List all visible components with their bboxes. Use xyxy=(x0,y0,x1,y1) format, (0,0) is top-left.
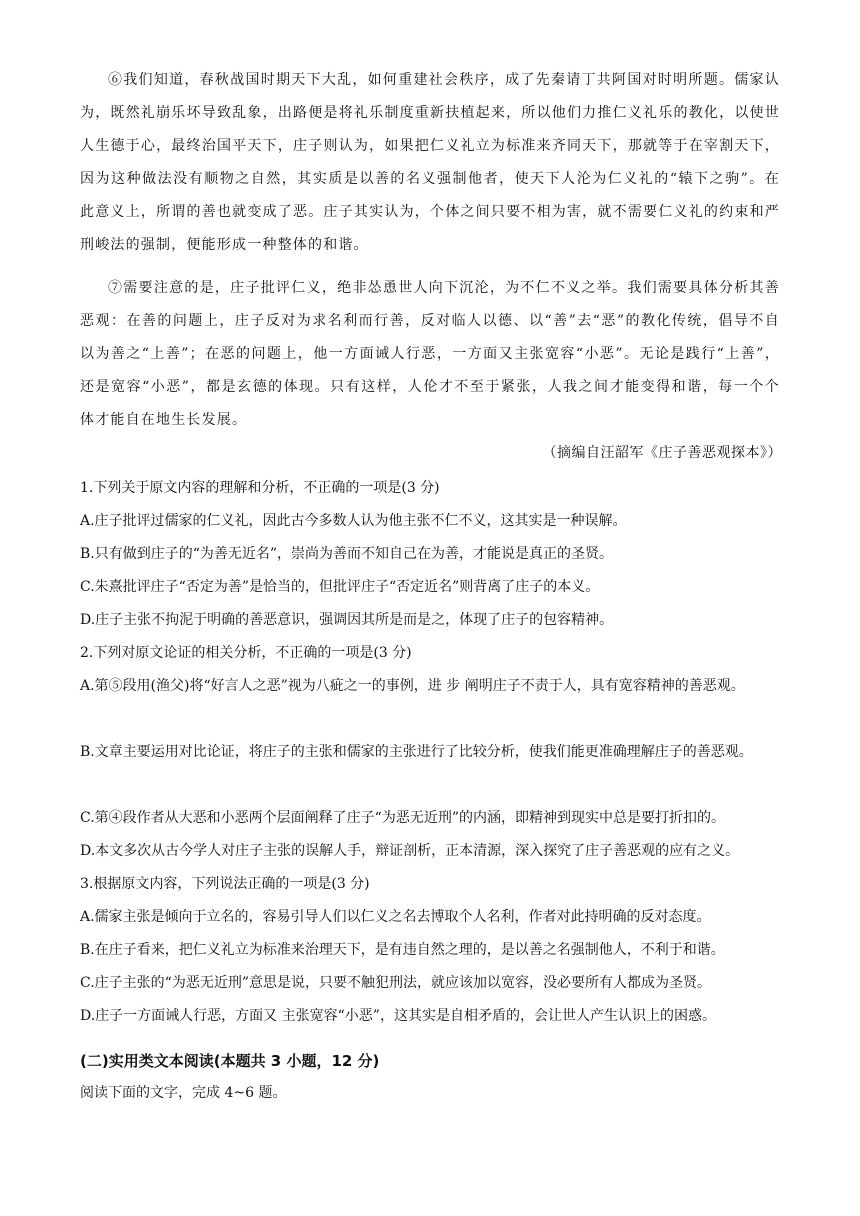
paragraph-7: ⑦需要注意的是，庄子批评仁义，绝非怂恿世人向下沉沦，为不仁不义之举。我们需要具体分析其善恶观：在善的问题上，庄子反对为求名利而行善，反对临人以德、以“善”去“恶”的教化传统，倡导不自以为善之“上善”；在恶的问题上，他一方面诫人行恶，一方面又主张宽容“小恶”。无论是践行“上善”，还是宽容“小恶”，都是玄德的体现。只有这样，人伦才不至于紧张，人我之间才能变得和谐，每一个个体才能自在地生长发展。 xyxy=(80,280,780,428)
question-2-option-b: B.文章主要运用对比论证，将庄子的主张和儒家的主张进行了比较分析，使我们能更准确理解庄子的善恶观。 xyxy=(80,744,753,760)
question-2-stem: 2.下列对原文论证的相关分析，不正确的一项是(3 分) xyxy=(80,645,412,661)
question-3-option-b: B.在庄子看来，把仁义礼立为标准来治理天下，是有违自然之理的，是以善之名强制他人，不利于和谐。 xyxy=(80,942,725,958)
question-1-stem: 1.下列关于原文内容的理解和分析，不正确的一项是(3 分) xyxy=(80,480,440,496)
question-1-option-d: D.庄子主张不拘泥于明确的善恶意识，强调因其所是而是之，体现了庄子的包容精神。 xyxy=(80,612,614,628)
question-1-option-c: C.朱熹批评庄子“否定为善”是恰当的，但批评庄子“否定近名”则背离了庄子的本义。 xyxy=(80,579,600,595)
question-1-option-b: B.只有做到庄子的“为善无近名”，崇尚为善而不知自己在为善，才能说是真正的圣贤。 xyxy=(80,546,614,562)
paragraph-6: ⑥我们知道，春秋战国时期天下大乱，如何重建社会秩序，成了先秦请丁共阿国对时明所题。儒家认为，既然礼崩乐坏导致乱象，出路便是将礼乐制度重新扶植起来，所以他们力推仁义礼乐的教化，以使世人生德于心，最终治国平天下，庄子则认为，如果把仁义礼立为标准来齐同天下，那就等于在宰割天下，因为这种做法没有顺物之自然，其实质是以善的名义强制他者，使天下人沦为仁义礼的“辕下之驹”。在此意义上，所谓的善也就变成了恶。庄子其实认为，个体之间只要不相为害，就不需要仁义礼的约束和严刑峻法的强制，便能形成一种整体的和谐。 xyxy=(80,72,780,253)
source-citation: （摘编自汪韶军《庄子善恶观探本》） xyxy=(542,445,782,461)
question-3-stem: 3.根据原文内容，下列说法正确的一项是(3 分) xyxy=(80,876,370,892)
question-2-option-c: C.第④段作者从大恶和小恶两个层面阐释了庄子“为恶无近刑”的内涵，即精神到现实中总是要打折扣的。 xyxy=(80,810,725,826)
section-heading: (二)实用类文本阅读(本题共 3 小题，12 分) xyxy=(80,1052,380,1070)
question-3-option-a: A.儒家主张是倾向于立名的，容易引导人们以仁义之名去博取个人名利，作者对此持明确的反对态度。 xyxy=(80,909,711,925)
question-3-option-c: C.庄子主张的“为恶无近刑”意思是说，只要不触犯刑法，就应该加以宽容，没必要所有人都成为圣贤。 xyxy=(80,975,711,991)
question-2-option-d: D.本文多次从古今学人对庄子主张的误解人手，辩证剖析，正本清源，深入探究了庄子善恶观的应有之义。 xyxy=(80,843,740,859)
section-instruction: 阅读下面的文字，完成 4~6 题。 xyxy=(80,1085,287,1101)
question-2-option-a: A.第⑤段用(渔父)将“好言人之恶”视为八疵之一的事例，进 步 阐明庄子不责于人，具有宽容精神的善恶观。 xyxy=(80,678,745,694)
question-3-option-d: D.庄子一方面诫人行恶，方面又 主张宽容“小恶”，这其实是自相矛盾的，会让世人产生认识上的困惑。 xyxy=(80,1008,716,1024)
question-1-option-a: A.庄子批评过儒家的仁义礼，因此古今多数人认为他主张不仁不义，这其实是一种误解。 xyxy=(80,513,627,529)
